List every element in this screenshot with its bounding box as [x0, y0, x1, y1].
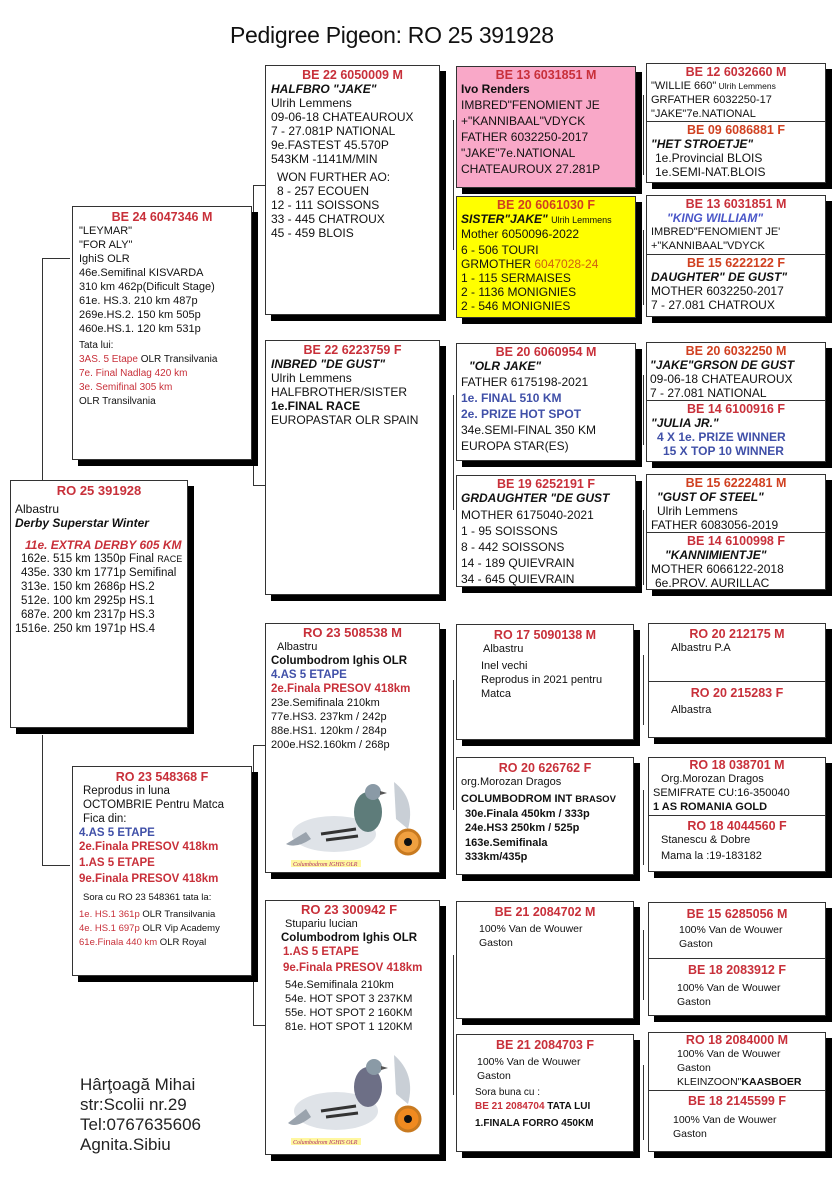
connector-line: [643, 655, 644, 725]
ancestor-card: [647, 475, 825, 533]
info-line: 163e.Semifinala: [465, 837, 548, 849]
info-line: 3AS. 5 Etape OLR Transilvania: [79, 354, 218, 365]
ring-number: BE 19 6252191 F: [497, 477, 595, 491]
root-pigeon-card: [10, 480, 188, 728]
info-line: Gaston: [677, 1062, 711, 1074]
info-line: 24e.HS3 250km / 525p: [465, 822, 580, 834]
ring-number: BE 14 6100998 F: [687, 534, 785, 548]
info-line: Sora cu RO 23 548361 tata la:: [83, 892, 212, 903]
info-line: 269e.HS.2. 150 km 505p: [79, 309, 201, 321]
ancestor-card: [649, 624, 825, 682]
ancestor-card: [649, 758, 825, 816]
info-line: 100% Van de Wouwer: [479, 923, 583, 935]
info-line: 55e. HOT SPOT 2 160KM: [285, 1007, 413, 1019]
info-line: 333km/435p: [465, 851, 528, 863]
pigeon-name: "KANNIMIENTJE": [665, 548, 767, 562]
connector-line: [453, 395, 454, 510]
connector-line: [643, 375, 644, 445]
info-line: 2 - 546 MONIGNIES: [461, 299, 571, 313]
info-line: Ulrih Lemmens: [271, 371, 352, 385]
connector-line: [42, 258, 43, 482]
info-line: 1e.SEMI-NAT.BLOIS: [655, 165, 766, 179]
info-line: Org.Morozan Dragos: [661, 773, 764, 785]
ring-number: RO 20 626762 F: [498, 761, 592, 775]
info-line: 09-06-18 CHATEAUROUX: [650, 372, 793, 386]
info-line: Gaston: [479, 937, 513, 949]
info-line: 1.AS 5 ETAPE: [283, 946, 359, 958]
ancestor-card: [456, 196, 636, 318]
info-line: WON FURTHER AO:: [277, 170, 391, 184]
ancestor-card: [456, 475, 636, 587]
info-line: Gaston: [677, 996, 711, 1008]
owner-street: str:Scolii nr.29: [80, 1095, 187, 1114]
info-line: Albastru P.A: [671, 642, 731, 654]
ring-number: RO 18 2084000 M: [685, 1033, 789, 1047]
info-line: "JAKE"7e.NATIONAL: [461, 146, 576, 160]
granddam-dam-side-card: [265, 900, 440, 1155]
info-line: OCTOMBRIE Pentru Matca: [83, 799, 225, 811]
ancestor-pair-card: [648, 757, 826, 872]
info-line: 460e.HS.1. 120 km 531p: [79, 323, 201, 335]
connector-line: [643, 790, 644, 865]
ring-number: BE 22 6223759 F: [303, 343, 402, 357]
info-line: Albastru: [277, 641, 318, 653]
info-line: 2e. PRIZE HOT SPOT: [461, 407, 582, 421]
info-line: 34 - 645 QUIEVRAIN: [461, 572, 575, 586]
connector-line: [253, 745, 265, 746]
info-line: 4.AS 5 ETAPE: [79, 827, 155, 839]
ancestor-card: [649, 903, 825, 959]
info-line: 77e.HS3. 237km / 242p: [271, 711, 387, 723]
info-line: 543KM -1141M/MIN: [271, 152, 378, 166]
ring-number: RO 25 391928: [56, 483, 142, 498]
ring-number: BE 18 2145599 F: [688, 1094, 786, 1108]
info-line: Columbodrom Ighis OLR: [271, 655, 408, 667]
connector-line: [253, 485, 265, 486]
info-line: 1.AS 5 ETAPE: [79, 857, 155, 869]
ancestor-card: [456, 901, 634, 1019]
ancestor-card: [647, 401, 825, 461]
info-line: 15 X TOP 10 WINNER: [663, 444, 784, 458]
info-line: Columbodrom Ighis OLR: [281, 932, 418, 944]
ancestor-card: [649, 816, 825, 871]
ring-number: RO 20 215283 F: [690, 686, 784, 700]
info-line: 23e.Semifinala 210km: [271, 697, 380, 709]
grandsire-dam-side-card: [265, 623, 440, 873]
info-line: 30e.Finala 450km / 333p: [465, 808, 590, 820]
ancestor-card: [647, 533, 825, 589]
info-line: "WILLIE 660" Ulrih Lemmens: [651, 80, 776, 92]
info-line: OLR Transilvania: [79, 396, 156, 407]
pigeon-name: "GUST OF STEEL": [657, 490, 764, 504]
ring-number: BE 20 6032250 M: [685, 344, 787, 358]
ring-number: BE 24 6047346 M: [111, 210, 213, 224]
connector-line: [643, 930, 644, 1000]
ring-number: RO 20 212175 M: [689, 627, 785, 641]
info-line: COLUMBODROM INT BRASOV: [461, 793, 616, 805]
info-line: KLEINZOON"KAASBOER: [677, 1076, 802, 1088]
info-line: Sora buna cu :: [475, 1087, 541, 1098]
info-line: 61e.Finala 440 km OLR Royal: [79, 937, 207, 948]
info-line: MOTHER 6066122-2018: [651, 562, 784, 576]
info-line: Stanescu & Dobre: [661, 834, 751, 846]
pigeon-name: "JAKE"GRSON DE GUST: [650, 358, 795, 372]
info-line: 33 - 445 CHATROUX: [271, 212, 385, 226]
ring-number: BE 12 6032660 M: [685, 65, 787, 79]
info-line: "FOR ALY": [79, 239, 133, 251]
ring-number: BE 13 6031851 M: [495, 68, 597, 82]
pigeon-name: "OLR JAKE": [469, 359, 542, 373]
info-line: 1 AS ROMANIA GOLD: [653, 801, 768, 813]
ring-number: BE 15 6222122 F: [687, 256, 785, 270]
ancestor-card: [647, 64, 825, 122]
info-line: Reprodus in luna: [83, 785, 170, 797]
info-line: EUROPASTAR OLR SPAIN: [271, 413, 419, 427]
connector-line: [42, 735, 43, 865]
info-line: 2e.Finala PRESOV 418km: [271, 683, 411, 695]
info-line: Ulrih Lemmens: [271, 96, 352, 110]
info-line: 8 - 257 ECOUEN: [277, 184, 370, 198]
connector-line: [253, 185, 254, 485]
info-line: 1.FINALA FORRO 450KM: [475, 1118, 594, 1129]
pigeon-photo: [276, 774, 426, 869]
info-line: SISTER"JAKE" Ulrih Lemmens: [461, 212, 612, 226]
connector-line: [643, 510, 644, 585]
ring-number: BE 21 2084703 F: [496, 1038, 594, 1052]
ring-number: RO 23 548368 F: [115, 770, 209, 784]
ancestor-card: [649, 959, 825, 1015]
info-line: "LEYMAR": [79, 225, 133, 237]
pigeon-photo: [276, 1049, 426, 1149]
pigeon-name: GRDAUGHTER "DE GUST: [461, 491, 610, 505]
info-line: Mama la :19-183182: [661, 850, 762, 862]
result-line: 1516e. 250 km 1971p HS.4: [15, 623, 156, 635]
achievement-line: 11e. EXTRA DERBY 605 KM: [25, 538, 182, 552]
connector-line: [253, 745, 254, 1025]
ancestor-card: [456, 624, 634, 740]
dam-card: [72, 766, 252, 976]
info-line: 12 - 111 SOISSONS: [271, 198, 380, 212]
ancestor-card: [647, 343, 825, 401]
info-line: 100% Van de Wouwer: [477, 1056, 581, 1068]
info-line: Inel vechi: [481, 660, 528, 672]
ancestor-card: [456, 1034, 634, 1152]
page-title: Pedigree Pigeon: RO 25 391928: [230, 22, 554, 48]
ring-number: BE 21 2084702 M: [494, 905, 596, 919]
info-line: 8 - 442 SOISSONS: [461, 540, 565, 554]
info-line: EUROPA STAR(ES): [461, 439, 569, 453]
info-line: Mother 6050096-2022: [461, 227, 580, 241]
info-line: Reprodus in 2021 pentru: [481, 674, 603, 686]
result-line: 687e. 200 km 2317p HS.3: [21, 609, 155, 621]
ring-number: RO 18 038701 M: [689, 758, 785, 772]
ancestor-card: [647, 255, 825, 316]
info-line: BE 21 2084704 TATA LUI: [475, 1101, 591, 1112]
info-line: 7e. Final Nadlag 420 km: [79, 368, 188, 379]
info-line: 100% Van de Wouwer: [677, 1048, 781, 1060]
connector-line: [643, 230, 644, 305]
info-line: 1e. HS.1 361p OLR Transilvania: [79, 909, 216, 920]
info-line: 7 - 27.081 NATIONAL: [650, 386, 767, 400]
pigeon-name: DAUGHTER" DE GUST": [651, 270, 788, 284]
info-line: 1e.FINAL RACE: [271, 399, 361, 413]
info-line: HALFBROTHER/SISTER: [271, 385, 408, 399]
info-line: FATHER 6032250-2017: [461, 130, 589, 144]
info-line: 54e. HOT SPOT 3 237KM: [285, 993, 413, 1005]
info-line: GRMOTHER 6047028-24: [461, 257, 599, 271]
info-line: "JAKE"7e.NATIONAL: [651, 108, 756, 120]
info-line: Gaston: [679, 938, 713, 950]
info-line: FATHER 6083056-2019: [651, 518, 779, 532]
connector-line: [453, 955, 454, 1095]
result-line: 435e. 330 km 1771p Semifinal: [21, 567, 177, 579]
info-line: 46e.Semifinal KISVARDA: [79, 267, 204, 279]
pigeon-name: INBRED "DE GUST": [271, 357, 386, 371]
ring-number: RO 23 508538 M: [302, 625, 402, 640]
connector-line: [643, 1065, 644, 1140]
info-line: 7 - 27.081 CHATROUX: [651, 298, 775, 312]
ancestor-card: [649, 1091, 825, 1151]
ancestor-pair-card: [646, 195, 826, 317]
pigeon-name: "HET STROETJE": [651, 137, 754, 151]
info-line: 6 - 506 TOURI: [461, 243, 539, 257]
pigeon-name: Derby Superstar Winter: [15, 516, 149, 530]
info-line: Fica din:: [83, 813, 127, 825]
info-line: 100% Van de Wouwer: [673, 1114, 777, 1126]
owner-contact: [80, 1075, 201, 1155]
result-line: 313e. 150 km 2686p HS.2: [21, 581, 155, 593]
result-line: 512e. 100 km 2925p HS.1: [21, 595, 155, 607]
ring-number: BE 20 6061030 F: [497, 198, 595, 212]
info-line: 310 km 462p(Dificult Stage): [79, 281, 215, 293]
ring-number: RO 18 4044560 F: [687, 819, 787, 833]
info-line: 34e.SEMI-FINAL 350 KM: [461, 423, 596, 437]
svg-text:Columbodrom IGHIS OLR: Columbodrom IGHIS OLR: [293, 862, 358, 868]
owner-name: Hârţoagă Mihai: [80, 1075, 196, 1094]
owner-phone: Tel:0767635606: [80, 1115, 202, 1134]
info-line: 2 - 1136 MONIGNIES: [461, 285, 577, 299]
connector-line: [453, 680, 454, 810]
info-line: MOTHER 6032250-2017: [651, 284, 784, 298]
info-line: 81e. HOT SPOT 1 120KM: [285, 1021, 413, 1033]
ancestor-card: [647, 196, 825, 255]
info-line: IMBRED"FENOMIENT JE': [651, 226, 781, 238]
connector-line: [42, 258, 70, 259]
info-line: FATHER 6175198-2021: [461, 375, 589, 389]
ancestor-card: [456, 757, 634, 875]
svg-text:Columbodrom IGHIS OLR: Columbodrom IGHIS OLR: [293, 1140, 358, 1146]
ancestor-card: [649, 682, 825, 737]
ring-number: BE 09 6086881 F: [687, 123, 785, 137]
info-line: 9e.FASTEST 45.570P: [271, 138, 389, 152]
info-line: 54e.Semifinala 210km: [285, 979, 394, 991]
ancestor-card: [456, 343, 636, 461]
ancestor-pair-card: [646, 342, 826, 462]
granddam-card: [265, 340, 440, 595]
ring-number: BE 15 6285056 M: [686, 907, 788, 921]
info-line: CHATEAUROUX 27.281P: [461, 162, 601, 176]
color-text: Albastru: [15, 502, 60, 516]
ancestor-card: [649, 1033, 825, 1091]
info-line: 7 - 27.081P NATIONAL: [271, 124, 396, 138]
info-line: 1 - 95 SOISSONS: [461, 524, 558, 538]
info-line: Ivo Renders: [461, 82, 530, 96]
connector-line: [253, 185, 265, 186]
info-line: 9e.Finala PRESOV 418km: [283, 962, 423, 974]
info-line: 2e.Finala PRESOV 418km: [79, 841, 219, 853]
connector-line: [643, 95, 644, 175]
ancestor-pair-card: [646, 474, 826, 590]
info-line: Albastra: [671, 704, 712, 716]
pigeon-name: "JULIA JR.": [651, 416, 719, 430]
info-line: +"KANNIBAAL"VDYCK: [651, 240, 765, 252]
ring-number: BE 15 6222481 M: [685, 476, 787, 490]
info-line: 6e.PROV. AURILLAC: [655, 576, 770, 590]
ancestor-card: [647, 122, 825, 182]
ancestor-pair-card: [648, 623, 826, 738]
connector-line: [42, 865, 70, 866]
info-line: org.Morozan Dragos: [461, 776, 562, 788]
info-line: 1 - 115 SERMAISES: [461, 271, 571, 285]
info-line: 61e. HS.3. 210 km 487p: [79, 295, 198, 307]
ring-number: BE 20 6060954 M: [495, 345, 597, 359]
info-line: 1e.Provincial BLOIS: [655, 151, 763, 165]
ring-number: BE 18 2083912 F: [688, 963, 786, 977]
pigeon-name: HALFBRO "JAKE": [271, 82, 377, 96]
info-line: Matca: [481, 688, 511, 700]
ancestor-pair-card: [648, 1032, 826, 1152]
info-line: 14 - 189 QUIEVRAIN: [461, 556, 575, 570]
info-line: 9e.Finala PRESOV 418km: [79, 873, 219, 885]
info-line: 09-06-18 CHATEAUROUX: [271, 110, 414, 124]
ancestor-pair-card: [646, 63, 826, 183]
ancestor-pair-card: [648, 902, 826, 1016]
ring-number: RO 23 300942 F: [301, 902, 398, 917]
info-line: Tata lui:: [79, 340, 114, 351]
info-line: 4 X 1e. PRIZE WINNER: [657, 430, 786, 444]
info-line: Stupariu lucian: [285, 918, 358, 930]
info-line: IMBRED"FENOMIENT JE: [461, 98, 600, 112]
ring-number: BE 22 6050009 M: [302, 68, 403, 82]
info-line: IghiS OLR: [79, 253, 130, 265]
info-line: 4.AS 5 ETAPE: [271, 669, 347, 681]
ring-number: BE 13 6031851 M: [685, 197, 787, 211]
info-line: 45 - 459 BLOIS: [271, 226, 354, 240]
result-line: 162e. 515 km 1350p Final RACE: [21, 553, 183, 565]
info-line: 200e.HS2.160km / 268p: [271, 739, 390, 751]
info-line: Albastru: [483, 643, 524, 655]
info-line: MOTHER 6175040-2021: [461, 508, 594, 522]
info-line: Gaston: [477, 1070, 511, 1082]
info-line: SEMIFRATE CU:16-350040: [653, 787, 790, 799]
info-line: 4e. HS.1 697p OLR Vip Academy: [79, 923, 220, 934]
ring-number: BE 14 6100916 F: [687, 402, 785, 416]
info-line: GRFATHER 6032250-17: [651, 94, 772, 106]
info-line: +"KANNIBAAL"VDYCK: [461, 114, 586, 128]
info-line: Ulrih Lemmens: [657, 504, 738, 518]
sire-card: [72, 206, 252, 460]
ancestor-card: [456, 66, 636, 188]
info-line: 100% Van de Wouwer: [679, 924, 783, 936]
connector-line: [253, 1025, 265, 1026]
grandsire-card: [265, 65, 440, 315]
info-line: 3e. Semifinal 305 km: [79, 382, 173, 393]
info-line: 100% Van de Wouwer: [677, 982, 781, 994]
info-line: Gaston: [673, 1128, 707, 1140]
info-line: 88e.HS1. 120km / 284p: [271, 725, 387, 737]
ring-number: RO 17 5090138 M: [493, 628, 597, 642]
info-line: 1e. FINAL 510 KM: [461, 391, 562, 405]
connector-line: [453, 120, 454, 250]
owner-city: Agnita.Sibiu: [80, 1135, 171, 1154]
pigeon-name: "KING WILLIAM": [667, 211, 764, 225]
